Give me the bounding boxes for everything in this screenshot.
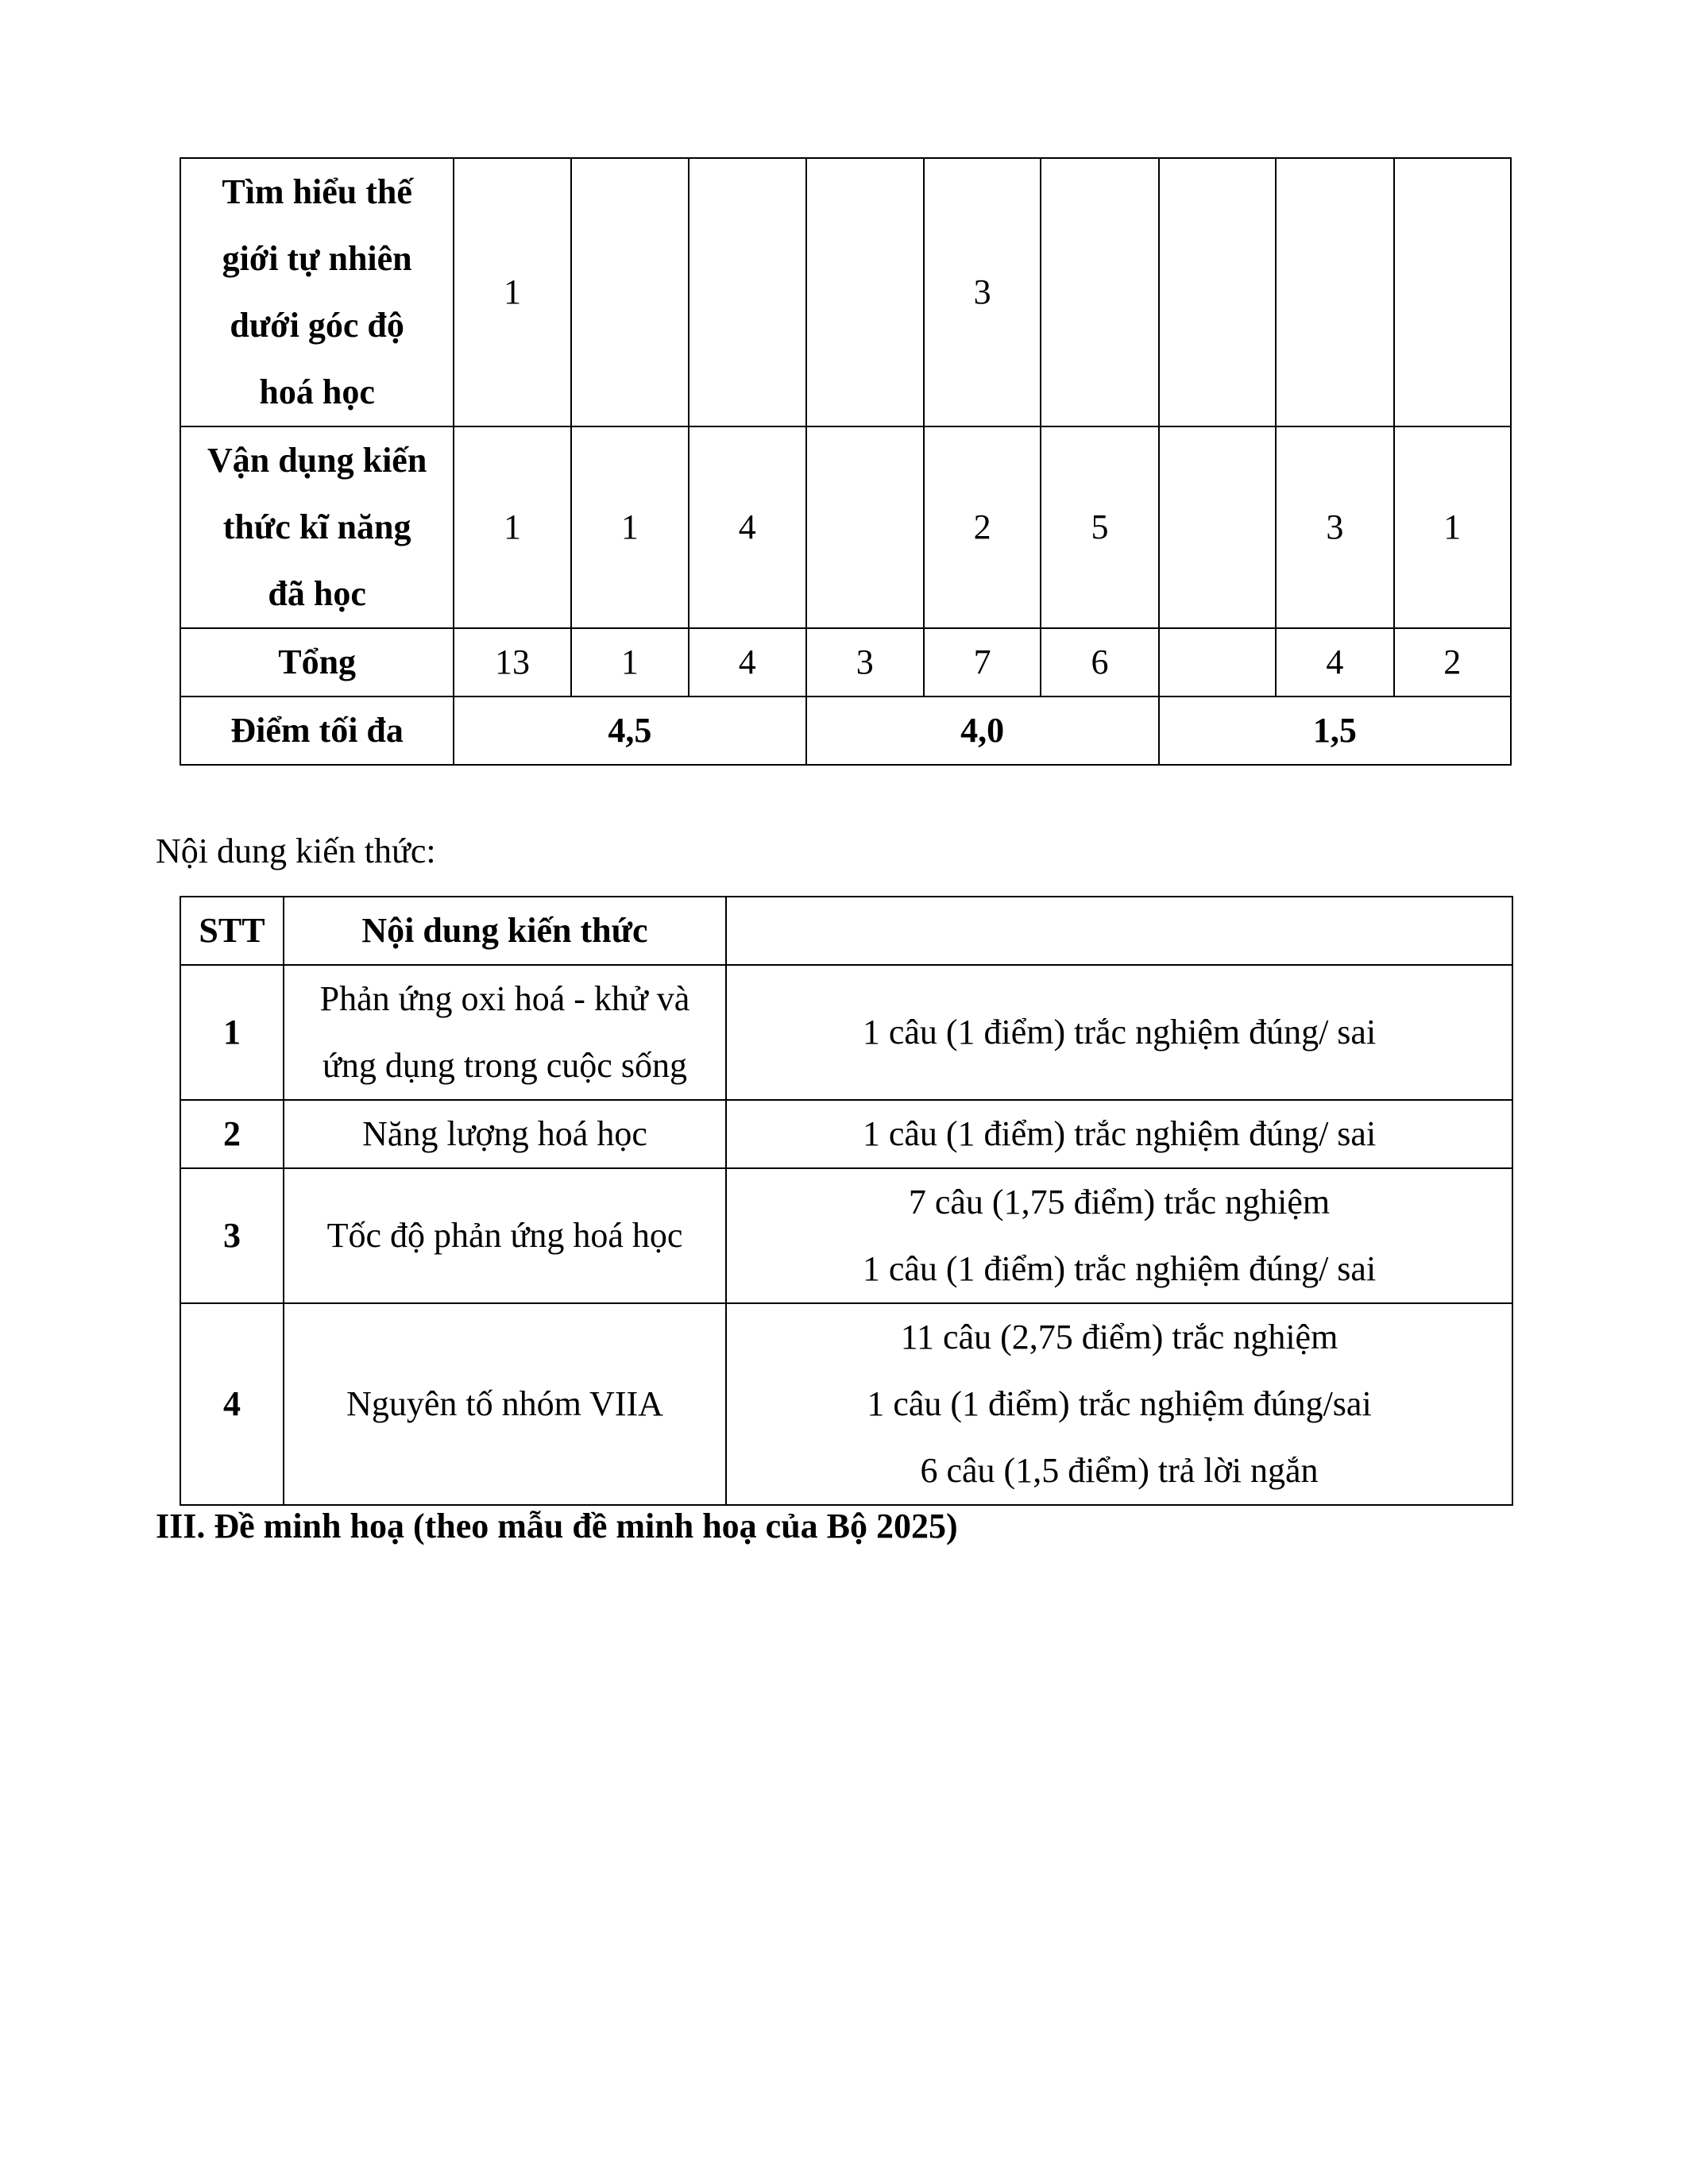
matrix-row [180,426,1511,628]
total-cell: 13 [454,628,570,696]
matrix-table [180,157,1512,766]
topic-cell: Nguyên tố nhóm VIIA [284,1303,726,1505]
matrix-max-score-row [180,696,1511,765]
content-label: Nội dung kiến thức: [156,832,436,870]
matrix-cell [1159,426,1276,628]
max-score-label: Điểm tối đa [180,696,454,765]
topic-cell: Phản ứng oxi hoá - khử và ứng dụng trong cuộc sống [284,965,726,1100]
matrix-cell: 3 [1276,426,1393,628]
max-score-group: 4,5 [454,696,805,765]
matrix-cell [806,158,924,426]
matrix-cell [1394,158,1511,426]
matrix-cell: 1 [454,426,570,628]
content-table [180,896,1513,1506]
matrix-cell [1159,158,1276,426]
matrix-cell [1276,158,1393,426]
details-cell: 1 câu (1 điểm) trắc nghiệm đúng/ sai [726,1100,1512,1168]
content-row [180,1100,1512,1168]
details-cell: 7 câu (1,75 điểm) trắc nghiệm 1 câu (1 điểm) trắc nghiệm đúng/ sai [726,1168,1512,1303]
total-cell: 4 [689,628,805,696]
total-cell: 1 [571,628,689,696]
matrix-cell: 1 [454,158,570,426]
max-score-group: 1,5 [1159,696,1511,765]
total-cell: 3 [806,628,924,696]
content-row [180,1303,1512,1505]
stt-cell: 2 [180,1100,284,1168]
content-header-row [180,897,1512,965]
matrix-total-row [180,628,1511,696]
stt-cell: 1 [180,965,284,1100]
total-cell: 7 [924,628,1041,696]
stt-cell: 4 [180,1303,284,1505]
details-cell: 1 câu (1 điểm) trắc nghiệm đúng/ sai [726,965,1512,1100]
stt-header: STT [180,897,284,965]
matrix-cell: 2 [924,426,1041,628]
details-cell: 11 câu (2,75 điểm) trắc nghiệm 1 câu (1 điểm) trắc nghiệm đúng/sai 6 câu (1,5 điểm) trả lời ngắn [726,1303,1512,1505]
matrix-cell [806,426,924,628]
topic-header: Nội dung kiến thức [284,897,726,965]
total-cell: 6 [1041,628,1158,696]
matrix-cell: 5 [1041,426,1158,628]
matrix-row [180,158,1511,426]
content-row [180,965,1512,1100]
matrix-cell: 3 [924,158,1041,426]
stt-cell: 3 [180,1168,284,1303]
max-score-group: 4,0 [806,696,1159,765]
details-header [726,897,1512,965]
total-cell: 2 [1394,628,1511,696]
total-cell: 4 [1276,628,1393,696]
content-row [180,1168,1512,1303]
matrix-row-label: Tìm hiểu thế giới tự nhiên dưới góc độ hoá học [180,158,454,426]
topic-cell: Tốc độ phản ứng hoá học [284,1168,726,1303]
matrix-cell: 4 [689,426,805,628]
matrix-cell [1041,158,1158,426]
topic-cell: Năng lượng hoá học [284,1100,726,1168]
section-heading: III. Đề minh hoạ (theo mẫu đề minh hoạ của Bộ 2025) [156,1507,958,1545]
matrix-cell: 1 [571,426,689,628]
total-label: Tổng [180,628,454,696]
matrix-cell: 1 [1394,426,1511,628]
matrix-cell [571,158,689,426]
total-cell [1159,628,1276,696]
matrix-row-label: Vận dụng kiến thức kĩ năng đã học [180,426,454,628]
matrix-cell [689,158,805,426]
